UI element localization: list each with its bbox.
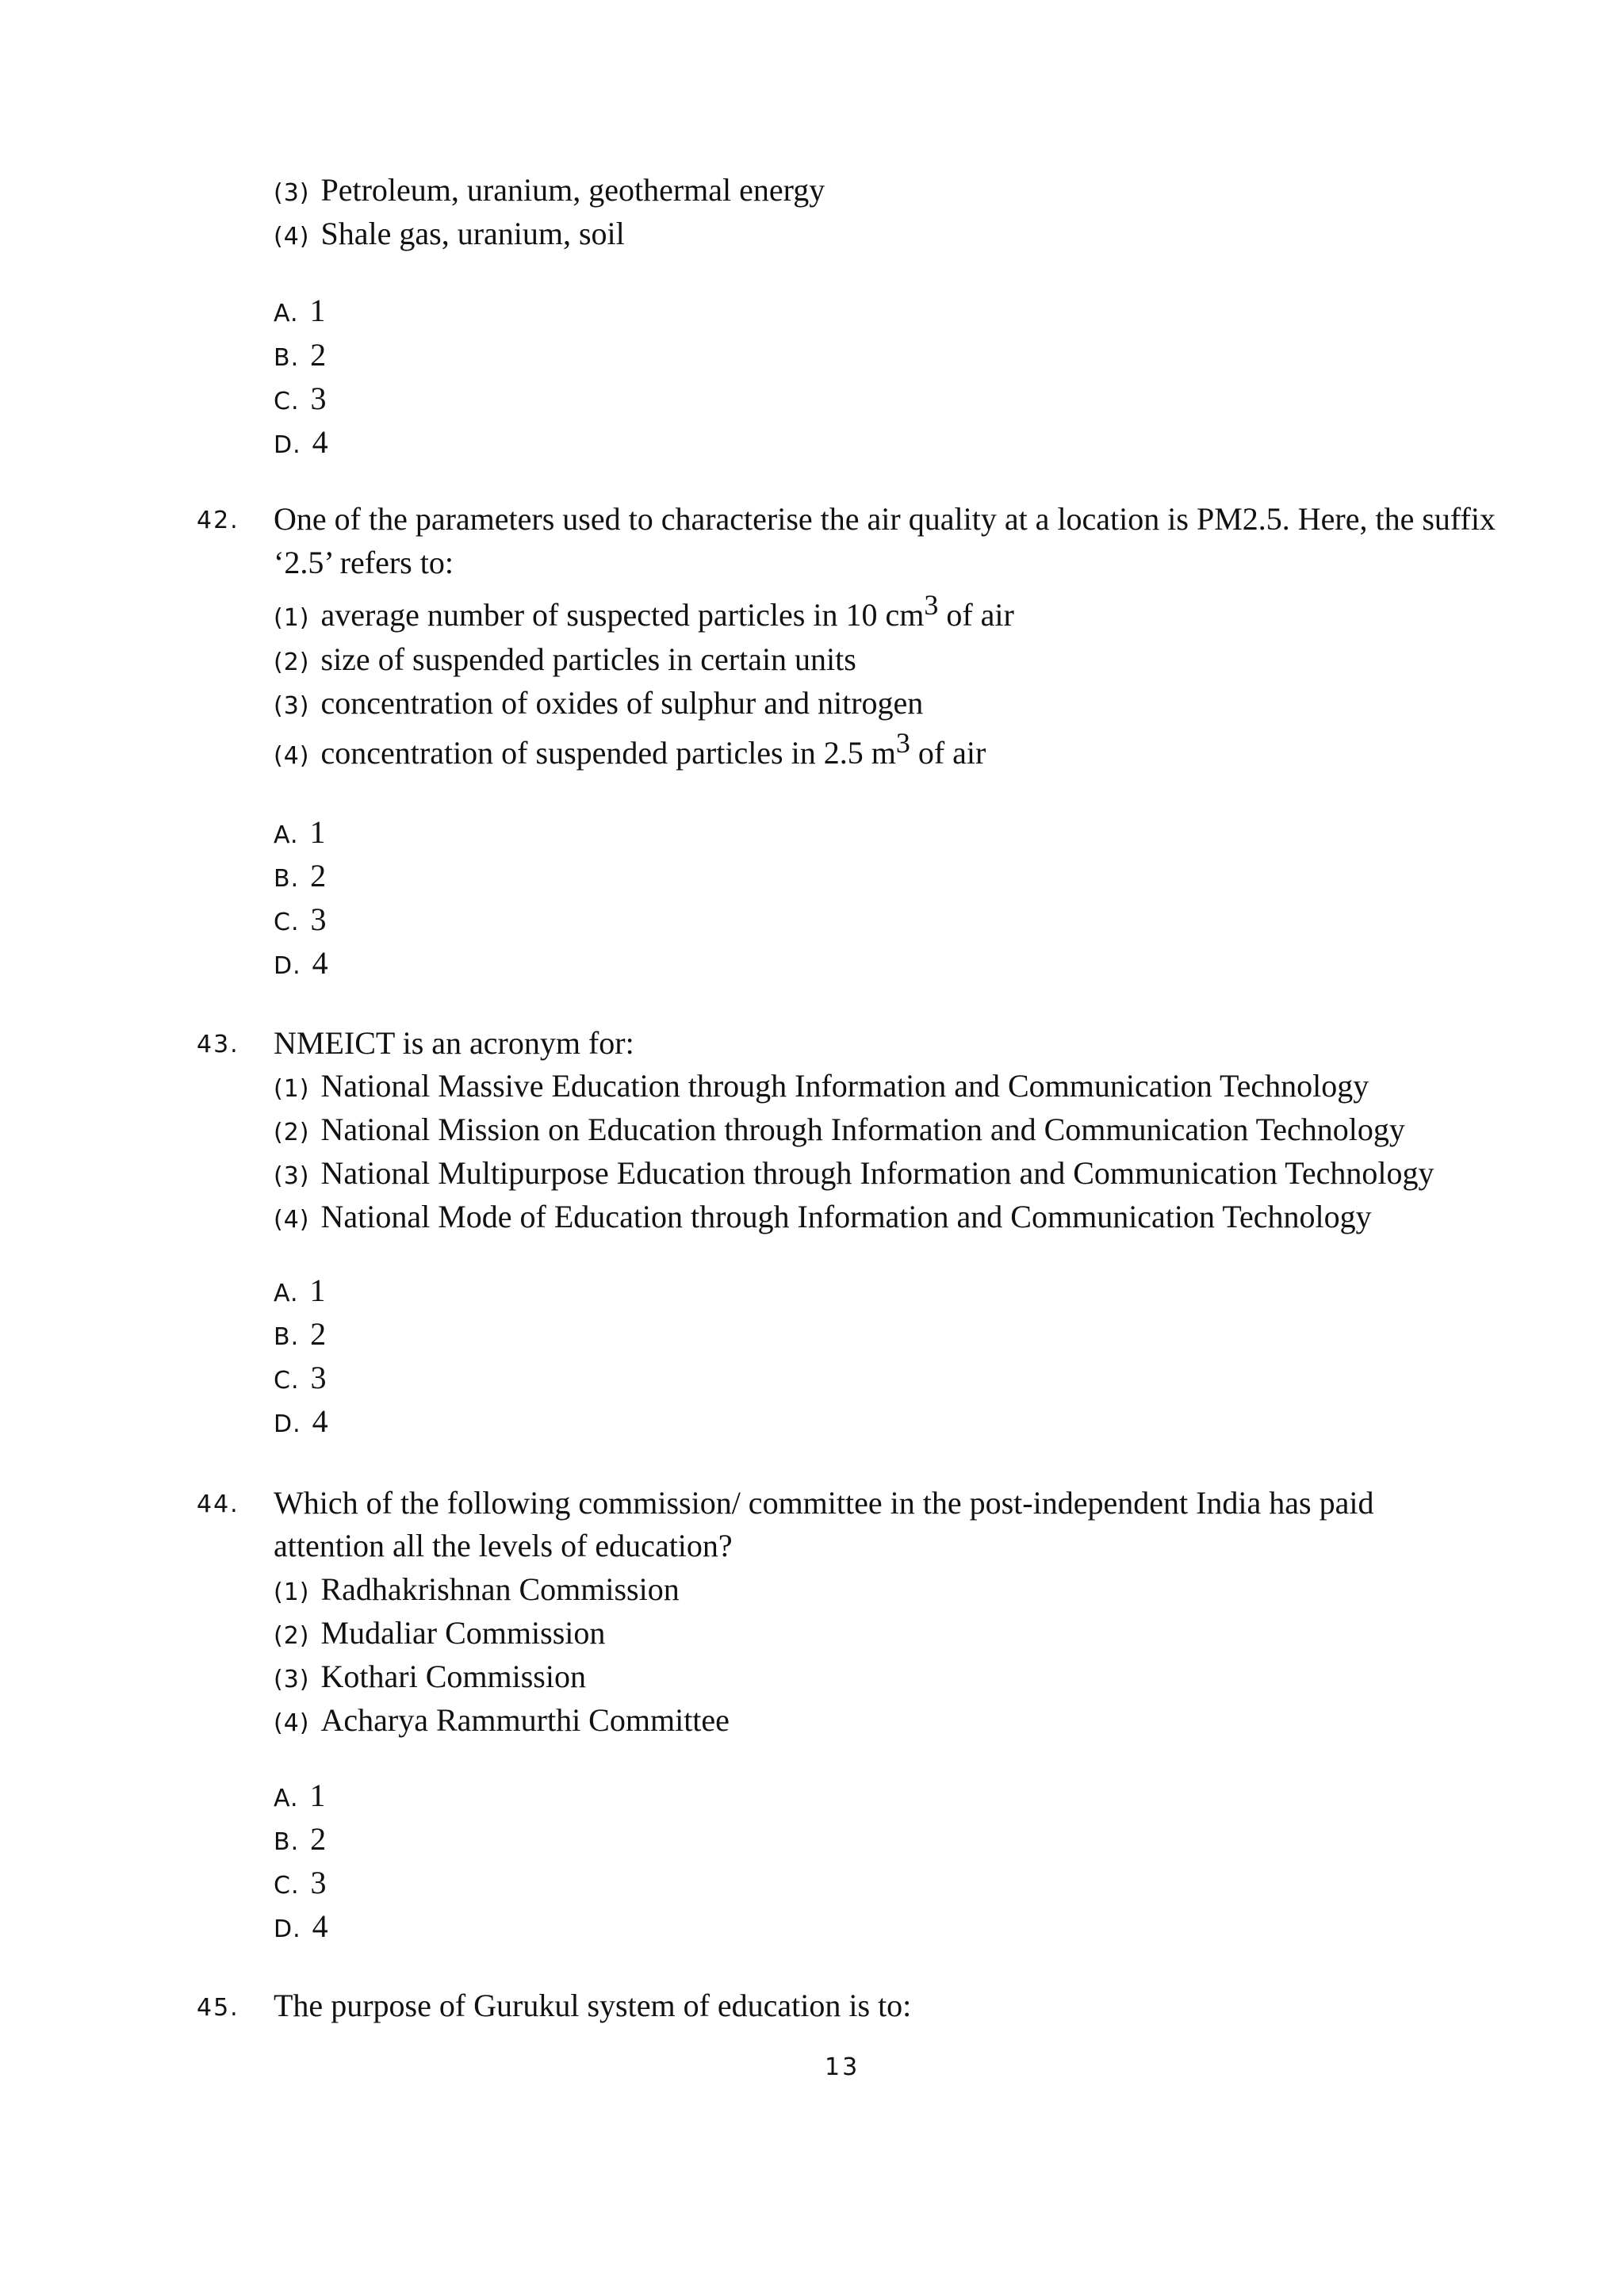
q42-answer-b	[274, 860, 326, 892]
option-text: concentration of oxides of sulphur and nitrogen	[320, 685, 924, 721]
answer-value: 3	[310, 1865, 327, 1900]
q43-option-3	[274, 1155, 1434, 1191]
option-text: Mudaliar Commission	[320, 1615, 606, 1651]
option-label: (2)	[274, 1119, 310, 1146]
q44-text-line-1: Which of the following commission/ committee in the post-independent India has paid	[274, 1485, 1374, 1521]
q44-answer-a	[274, 1777, 326, 1813]
option-text: National Mission on Education through Information and Communication Technology	[320, 1112, 1405, 1147]
answer-label: B.	[274, 1828, 300, 1856]
q43-answer-a	[274, 1272, 326, 1308]
answer-label: D.	[274, 431, 301, 459]
question-number-42: 42.	[197, 507, 239, 534]
q43-option-1	[274, 1070, 1369, 1102]
answer-label: A.	[274, 300, 299, 327]
q44-answer-d	[274, 1908, 328, 1944]
answer-label: B.	[274, 344, 300, 372]
answer-value: 3	[310, 901, 327, 937]
answer-label: C.	[274, 1872, 300, 1900]
question-number-45: 45.	[197, 1994, 239, 2022]
answer-value: 1	[309, 1777, 326, 1813]
option-text: size of suspended particles in certain units	[320, 641, 856, 677]
q41-option-3	[274, 174, 825, 206]
answer-value: 4	[312, 1403, 328, 1439]
q44-answer-b	[274, 1823, 326, 1855]
q41-option-4	[274, 218, 625, 250]
option-text: Kothari Commission	[320, 1659, 586, 1694]
q42-answer-a	[274, 814, 326, 850]
q44-option-3	[274, 1661, 586, 1693]
option-text-tail: of air	[917, 735, 986, 771]
answer-value: 1	[309, 293, 326, 328]
answer-label: A.	[274, 1280, 299, 1307]
option-label: (4)	[274, 742, 310, 770]
q42-option-2	[274, 641, 856, 677]
answer-value: 2	[310, 858, 327, 894]
answer-value: 2	[310, 337, 327, 373]
q42-text-line-2: ‘2.5’ refers to:	[274, 545, 454, 580]
option-text: Acharya Rammurthi Committee	[320, 1702, 730, 1738]
option-text-tail: of air	[946, 597, 1014, 633]
question-number-44: 44.	[197, 1490, 239, 1518]
option-text: Petroleum, uranium, geothermal energy	[320, 172, 825, 208]
q45-text: The purpose of Gurukul system of education is to:	[274, 1988, 912, 2023]
option-label: (3)	[274, 1666, 310, 1693]
option-text: Radhakrishnan Commission	[320, 1571, 680, 1607]
option-label: (2)	[274, 649, 310, 676]
page-number: 13	[825, 2053, 860, 2081]
option-label: (1)	[274, 1578, 310, 1606]
answer-label: B.	[274, 1323, 300, 1351]
option-text: National Mode of Education through Information and Communication Technology	[320, 1199, 1372, 1234]
answer-label: D.	[274, 952, 301, 980]
q43-answer-c	[274, 1362, 326, 1394]
answer-value: 2	[310, 1316, 327, 1352]
q44-option-2	[274, 1617, 605, 1649]
option-label: (4)	[274, 223, 310, 251]
answer-value: 2	[310, 1821, 327, 1857]
q43-option-4	[274, 1201, 1372, 1233]
answer-label: A.	[274, 821, 299, 849]
q44-answer-c	[274, 1867, 326, 1899]
q42-option-3	[274, 687, 923, 719]
option-label: (4)	[274, 1206, 310, 1234]
option-label: (3)	[274, 1162, 310, 1190]
q42-answer-c	[274, 901, 327, 937]
option-label: (1)	[274, 604, 310, 632]
answer-value: 3	[310, 381, 327, 416]
answer-value: 4	[312, 1908, 328, 1944]
answer-label: C.	[274, 1367, 300, 1395]
q41-answer-c	[274, 383, 326, 415]
answer-value: 3	[310, 1360, 327, 1395]
option-text: concentration of suspended particles in 2.5 m	[320, 735, 896, 771]
q42-option-1	[274, 589, 1014, 633]
option-label: (3)	[274, 692, 310, 720]
superscript: 3	[895, 727, 910, 759]
q43-text: NMEICT is an acronym for:	[274, 1025, 634, 1061]
q44-option-4	[274, 1702, 730, 1738]
answer-label: C.	[274, 388, 300, 415]
q44-option-1	[274, 1571, 680, 1607]
answer-label: B.	[274, 865, 300, 893]
answer-label: D.	[274, 1915, 301, 1943]
question-number-43: 43.	[197, 1031, 239, 1058]
answer-value: 4	[312, 945, 328, 981]
option-text: National Massive Education through Information and Communication Technology	[320, 1068, 1369, 1104]
q41-answer-d	[274, 424, 328, 460]
q42-option-4	[274, 727, 986, 771]
q42-text-line-1: One of the parameters used to characterise the air quality at a location is PM2.5. Here, the suffix	[274, 501, 1496, 537]
option-label: (1)	[274, 1075, 310, 1103]
superscript: 3	[924, 589, 939, 621]
q43-answer-d	[274, 1403, 328, 1439]
option-label: (4)	[274, 1709, 310, 1737]
option-text: Shale gas, uranium, soil	[320, 216, 625, 251]
answer-label: A.	[274, 1785, 299, 1812]
answer-label: C.	[274, 909, 300, 936]
answer-value: 1	[309, 814, 326, 850]
option-label: (2)	[274, 1622, 310, 1650]
q41-answer-b	[274, 339, 326, 371]
q41-answer-a	[274, 295, 326, 327]
answer-value: 1	[309, 1272, 326, 1308]
q42-answer-d	[274, 947, 328, 979]
q43-option-2	[274, 1114, 1405, 1146]
option-text: average number of suspected particles in 10 cm	[320, 597, 925, 633]
option-text: National Multipurpose Education through Information and Communication Technology	[320, 1155, 1434, 1191]
q44-text-line-2: attention all the levels of education?	[274, 1528, 733, 1563]
q43-answer-b	[274, 1318, 326, 1350]
option-label: (3)	[274, 179, 310, 207]
answer-label: D.	[274, 1410, 301, 1438]
answer-value: 4	[312, 424, 328, 460]
